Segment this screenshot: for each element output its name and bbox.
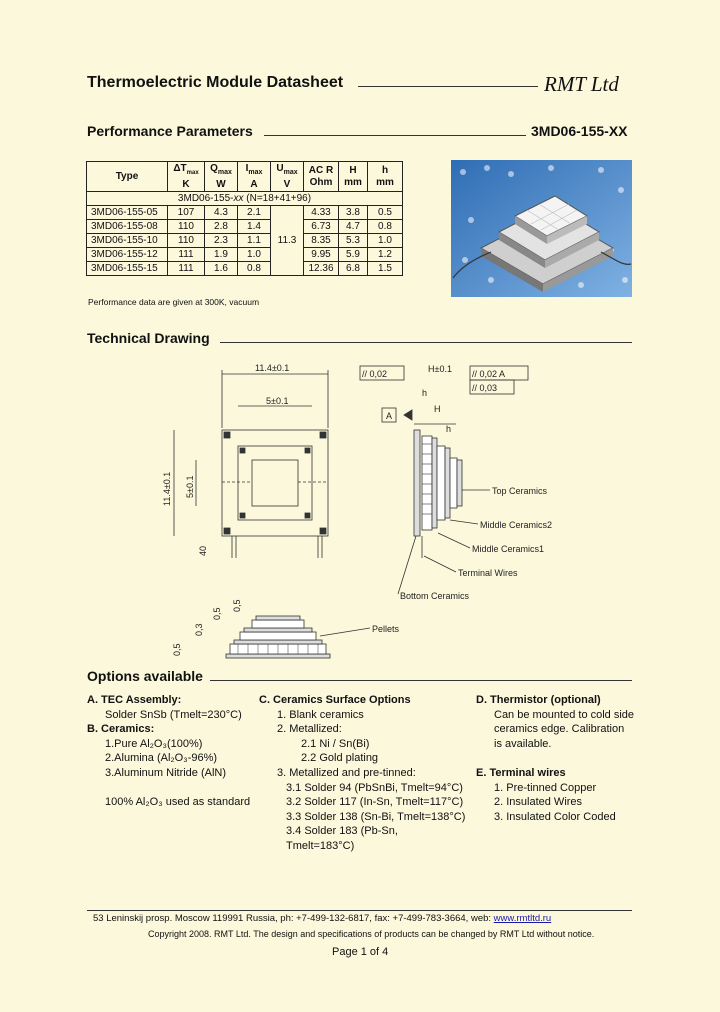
- header-dtmax: [168, 162, 205, 192]
- group-prefix: 3MD06-155-: [177, 193, 234, 204]
- surface-item: 3.1 Solder 94 (PbSnBi, Tmelt=94°C): [286, 781, 463, 794]
- label-top-ceramics: Top Ceramics: [492, 486, 548, 496]
- header-qmax: [205, 162, 238, 192]
- header-qmax-subscript: max: [217, 168, 232, 176]
- cell-type: 3MD06-155-12: [87, 248, 168, 262]
- page-number: Page 1 of 4: [332, 946, 389, 958]
- cell-acr: 12.36: [304, 262, 339, 276]
- cell-imax: 1.0: [238, 248, 271, 262]
- header-H-unit: mm: [344, 176, 362, 188]
- dim-side-w1: 0,5: [232, 599, 242, 612]
- options-column-c: [259, 693, 469, 854]
- header-qmax-label: Q: [210, 162, 218, 174]
- cell-imax: 1.1: [238, 234, 271, 248]
- ceramics-note: 100% Al₂O₃ used as standard: [105, 796, 251, 809]
- cell-type: 3MD06-155-05: [87, 206, 168, 220]
- performance-table: [86, 161, 403, 276]
- dim-side-w2: 0,5: [212, 607, 222, 620]
- table-group-row: [87, 192, 403, 206]
- table-row: [87, 220, 403, 234]
- header-acr-unit: Ohm: [309, 176, 333, 188]
- label-middle-ceramics-1: Middle Ceramics1: [472, 544, 545, 554]
- document-title: Thermoelectric Module Datasheet: [87, 74, 344, 91]
- surface-item: 2. Metallized:: [277, 723, 342, 736]
- cell-qmax: 2.8: [205, 220, 238, 234]
- cell-acr: 8.35: [304, 234, 339, 248]
- header-acr: [304, 162, 339, 192]
- thermistor-heading: D. Thermistor (optional): [476, 694, 601, 706]
- cell-type: 3MD06-155-15: [87, 262, 168, 276]
- group-suffix: (N=18+41+96): [243, 193, 312, 204]
- cell-h: 1.0: [368, 234, 403, 248]
- thermistor-line: ceramics edge. Calibration: [494, 723, 625, 736]
- spacer: [87, 781, 252, 796]
- header-umax-label: U: [276, 162, 284, 174]
- header-dtmax-subscript: max: [186, 169, 199, 176]
- surface-item: 3.4 Solder 183 (Pb-Sn, Tmelt=183°C): [286, 825, 398, 852]
- options-section-title: Options available: [87, 668, 203, 684]
- options-column-a-b: [87, 693, 252, 810]
- surface-item: 3.3 Solder 138 (Sn-Bi, Tmelt=138°C): [286, 810, 466, 823]
- side-view: [360, 364, 552, 601]
- table-row: [87, 262, 403, 276]
- cell-umax-shared: 11.3: [271, 206, 304, 276]
- cell-imax: 0.8: [238, 262, 271, 276]
- website-link[interactable]: www.rmtltd.ru: [493, 913, 552, 924]
- header-imax: [238, 162, 271, 192]
- surface-item: 1. Blank ceramics: [277, 708, 364, 721]
- flatness-callout-1: // 0,02: [362, 369, 388, 379]
- surface-item: 3. Metallized and pre-tinned:: [277, 766, 416, 779]
- table-row: [87, 248, 403, 262]
- table-row: [87, 206, 403, 220]
- group-xx: xx: [233, 193, 244, 204]
- cell-qmax: 1.9: [205, 248, 238, 262]
- cell-qmax: 1.6: [205, 262, 238, 276]
- wires-item: 1. Pre-tinned Copper: [494, 781, 597, 794]
- product-photo: [451, 160, 632, 297]
- group-label: [87, 192, 403, 206]
- surface-item: 3.2 Solder 117 (In-Sn, Tmelt=117°C): [286, 796, 464, 809]
- cell-imax: 2.1: [238, 206, 271, 220]
- cell-acr: 9.95: [304, 248, 339, 262]
- label-terminal-wires: Terminal Wires: [458, 568, 518, 578]
- technical-drawing-title: Technical Drawing: [87, 330, 210, 346]
- copyright-notice: Copyright 2008. RMT Ltd. The design and specifications of products can be changed by RMT Ltd without notice.: [148, 929, 595, 939]
- cell-qmax: 2.3: [205, 234, 238, 248]
- model-code: 3MD06-155-XX: [531, 123, 628, 139]
- cell-imax: 1.4: [238, 220, 271, 234]
- dim-H-tolerance: H±0.1: [428, 364, 452, 374]
- label-bottom-ceramics: Bottom Ceramics: [400, 591, 470, 601]
- ceramics-item: 1.Pure Al₂O₃(100%): [105, 737, 203, 750]
- cell-type: 3MD06-155-08: [87, 220, 168, 234]
- header-type-label: Type: [115, 170, 139, 182]
- header-umax-subscript: max: [283, 168, 298, 176]
- cell-h: 0.5: [368, 206, 403, 220]
- cell-H: 5.9: [339, 248, 368, 262]
- tec-assembly-heading: A. TEC Assembly:: [87, 694, 182, 706]
- header-h: [368, 162, 403, 192]
- header-H: [339, 162, 368, 192]
- datum-A: A: [386, 411, 393, 421]
- cell-type: 3MD06-155-10: [87, 234, 168, 248]
- cell-H: 5.3: [339, 234, 368, 248]
- header-h-unit: mm: [376, 176, 394, 188]
- thermistor-line: is available.: [494, 737, 552, 750]
- technical-drawing-divider: [220, 342, 632, 343]
- cell-H: 6.8: [339, 262, 368, 276]
- header-H-label: H: [349, 164, 357, 176]
- header-type: [87, 162, 168, 192]
- dim-side-h1: 0,3: [194, 623, 204, 636]
- cell-h: 1.5: [368, 262, 403, 276]
- dim-left-height: 11.4±0.1: [162, 471, 172, 506]
- dim-h-label: h: [422, 388, 428, 398]
- header-umax-unit: V: [283, 178, 291, 190]
- dim-H-label: H: [434, 404, 441, 414]
- top-view: [162, 363, 328, 558]
- ceramics-item: 2.Alumina (Al₂O₃-96%): [105, 752, 218, 765]
- footer-divider: [87, 910, 632, 911]
- dim-inner-height: 5±0.1: [185, 475, 195, 498]
- header-acr-label: AC R: [308, 164, 334, 176]
- wires-heading: E. Terminal wires: [476, 766, 566, 779]
- dim-side-h2: 0,5: [172, 643, 182, 656]
- header-qmax-unit: W: [216, 178, 226, 190]
- header-h-label: h: [381, 164, 389, 176]
- dim-inner-width: 5±0.1: [266, 396, 289, 406]
- surface-item: 2.1 Ni / Sn(Bi): [301, 737, 370, 750]
- cell-dtmax: 110: [168, 234, 205, 248]
- header-dtmax-label: ΔT: [173, 162, 187, 174]
- cell-h: 0.8: [368, 220, 403, 234]
- footer-address: [93, 913, 551, 924]
- cell-H: 4.7: [339, 220, 368, 234]
- options-divider: [210, 680, 632, 681]
- cell-acr: 4.33: [304, 206, 339, 220]
- company-name: RMT Ltd: [544, 72, 619, 96]
- cell-dtmax: 110: [168, 220, 205, 234]
- footer-address-text: 53 Leninskij prosp. Moscow 119991 Russia, ph: +7-499-132-6817, fax: +7-499-783-3664, web:: [93, 913, 494, 924]
- performance-divider: [264, 135, 526, 136]
- flatness-callout-2: // 0,02 A: [472, 369, 506, 379]
- tec-assembly-item: Solder SnSb (Tmelt=230°C): [105, 708, 242, 721]
- header-umax: [271, 162, 304, 192]
- header-imax-label: I: [245, 162, 249, 174]
- label-middle-ceramics-2: Middle Ceramics2: [480, 520, 553, 530]
- surface-heading: C. Ceramics Surface Options: [259, 694, 411, 706]
- section-view: [172, 599, 400, 658]
- performance-section-title: Performance Parameters: [87, 123, 253, 139]
- header-dtmax-unit: K: [182, 178, 190, 190]
- cell-acr: 6.73: [304, 220, 339, 234]
- dim-top-width: 11.4±0.1: [255, 363, 290, 373]
- dim-h-label-2: h: [446, 424, 452, 434]
- title-divider: [358, 86, 538, 87]
- dim-wire-length: 40: [198, 545, 208, 556]
- cell-h: 1.2: [368, 248, 403, 262]
- header-imax-subscript: max: [248, 168, 263, 176]
- performance-note: Performance data are given at 300K, vacuum: [88, 297, 260, 307]
- header-imax-unit: A: [250, 178, 258, 190]
- table-row: [87, 234, 403, 248]
- label-pellets: Pellets: [372, 624, 400, 634]
- flatness-callout-3: // 0,03: [472, 383, 498, 393]
- ceramics-item: 3.Aluminum Nitride (AlN): [105, 766, 227, 779]
- options-column-d-e: [476, 693, 636, 824]
- wires-item: 3. Insulated Color Coded: [494, 810, 616, 823]
- cell-H: 3.8: [339, 206, 368, 220]
- cell-qmax: 4.3: [205, 206, 238, 220]
- thermistor-line: Can be mounted to cold side: [494, 708, 635, 721]
- cell-dtmax: 107: [168, 206, 205, 220]
- cell-dtmax: 111: [168, 248, 205, 262]
- technical-drawing: [160, 358, 580, 668]
- wires-item: 2. Insulated Wires: [494, 796, 583, 809]
- cell-dtmax: 111: [168, 262, 205, 276]
- table-header-row: [87, 162, 403, 192]
- surface-item: 2.2 Gold plating: [301, 752, 379, 765]
- spacer: [476, 751, 636, 766]
- ceramics-heading: B. Ceramics:: [87, 723, 155, 736]
